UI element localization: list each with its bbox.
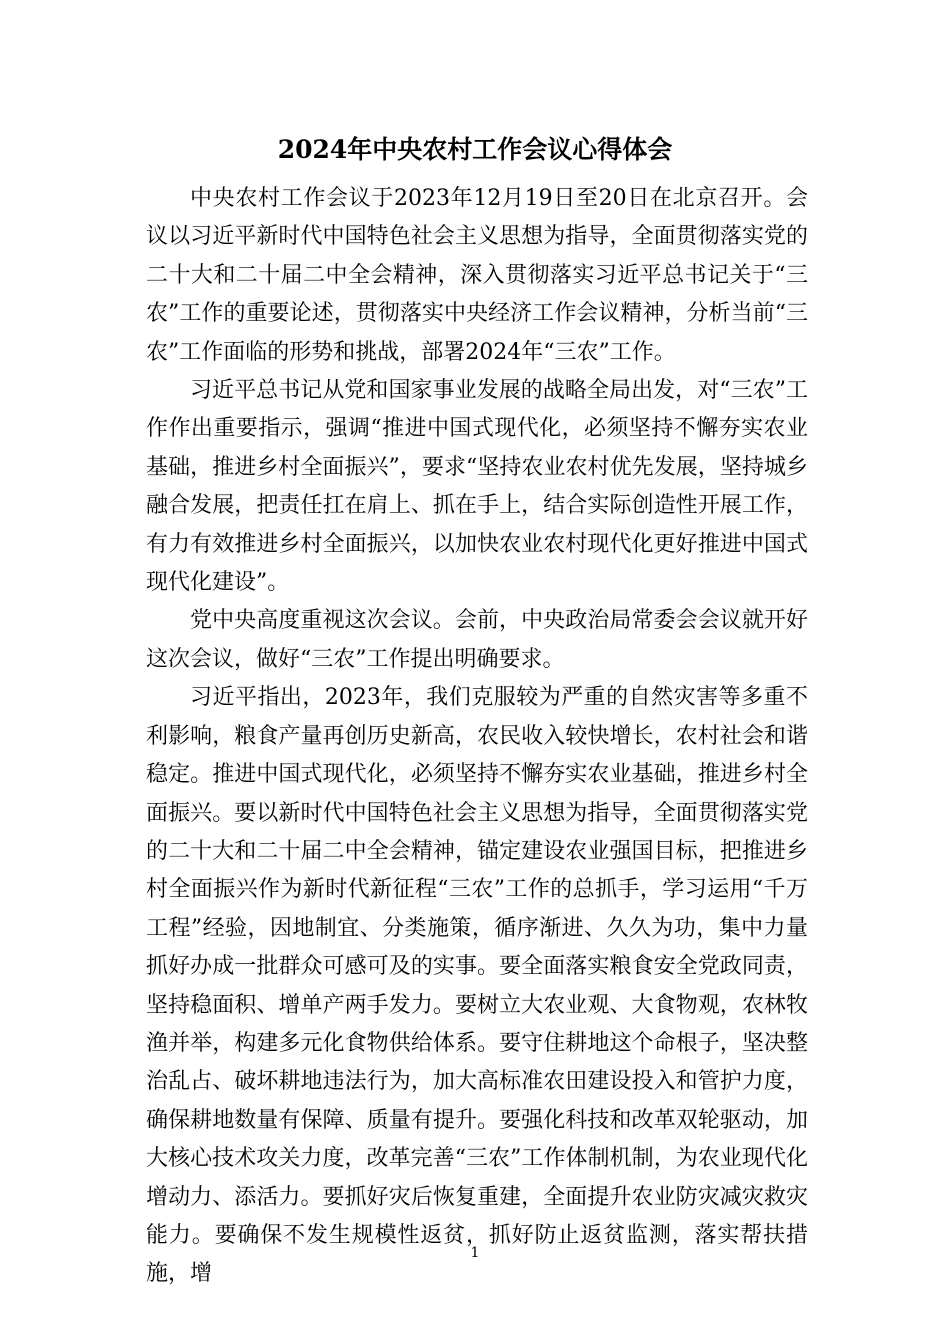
page-number: 1: [470, 1245, 480, 1261]
document-title: 2024年中央农村工作会议心得体会: [277, 135, 673, 164]
document-body: [146, 180, 808, 1294]
paragraph-4: 习近平指出，2023年，我们克服较为严重的自然灾害等多重不利影响，粮食产量再创历史新高，农民收入较快增长，农村社会和谐稳定。推进中国式现代化，必须坚持不懈夯实农业基础，推进乡村全面振兴。要以新时代中国特色社会主义思想为指导，全面贯彻落实党的二十大和二十届二中全会精神，锚定建设农业强国目标，把推进乡村全面振兴作为新时代新征程“三农”工作的总抓手，学习运用“千万工程”经验，因地制宜、分类施策，循序渐进、久久为功，集中力量抓好办成一批群众可感可及的实事。要全面落实粮食安全党政同责，坚持稳面积、增单产两手发力。要树立大农业观、大食物观，农林牧渔并举，构建多元化食物供给体系。要守住耕地这个命根子，坚决整治乱占、破坏耕地违法行为，加大高标准农田建设投入和管护力度，确保耕地数量有保障、质量有提升。要强化科技和改革双轮驱动，加大核心技术攻关力度，改革完善“三农”工作体制机制，为农业现代化增动力、添活力。要抓好灾后恢复重建，全面提升农业防灾减灾救灾能力。要确保不发生规模性返贫，抓好防止返贫监测，落实帮扶措施，增: [146, 685, 808, 1287]
paragraph-3: 党中央高度重视这次会议。会前，中央政治局常委会会议就开好这次会议，做好“三农”工作提出明确要求。: [146, 608, 808, 672]
paragraph-1: 中央农村工作会议于2023年12月19日至20日在北京召开。会议以习近平新时代中国特色社会主义思想为指导，全面贯彻落实党的二十大和二十届二中全会精神，深入贯彻落实习近平总书记关于“三农”工作的重要论述，贯彻落实中央经济工作会议精神，分析当前“三农”工作面临的形势和挑战，部署2024年“三农”工作。: [146, 186, 808, 365]
paragraph-2: 习近平总书记从党和国家事业发展的战略全局出发，对“三农”工作作出重要指示，强调“推进中国式现代化，必须坚持不懈夯实农业基础，推进乡村全面振兴”，要求“坚持农业农村优先发展，坚持城乡融合发展，把责任扛在肩上、抓在手上，结合实际创造性开展工作，有力有效推进乡村全面振兴，以加快农业农村现代化更好推进中国式现代化建设”。: [146, 378, 808, 596]
